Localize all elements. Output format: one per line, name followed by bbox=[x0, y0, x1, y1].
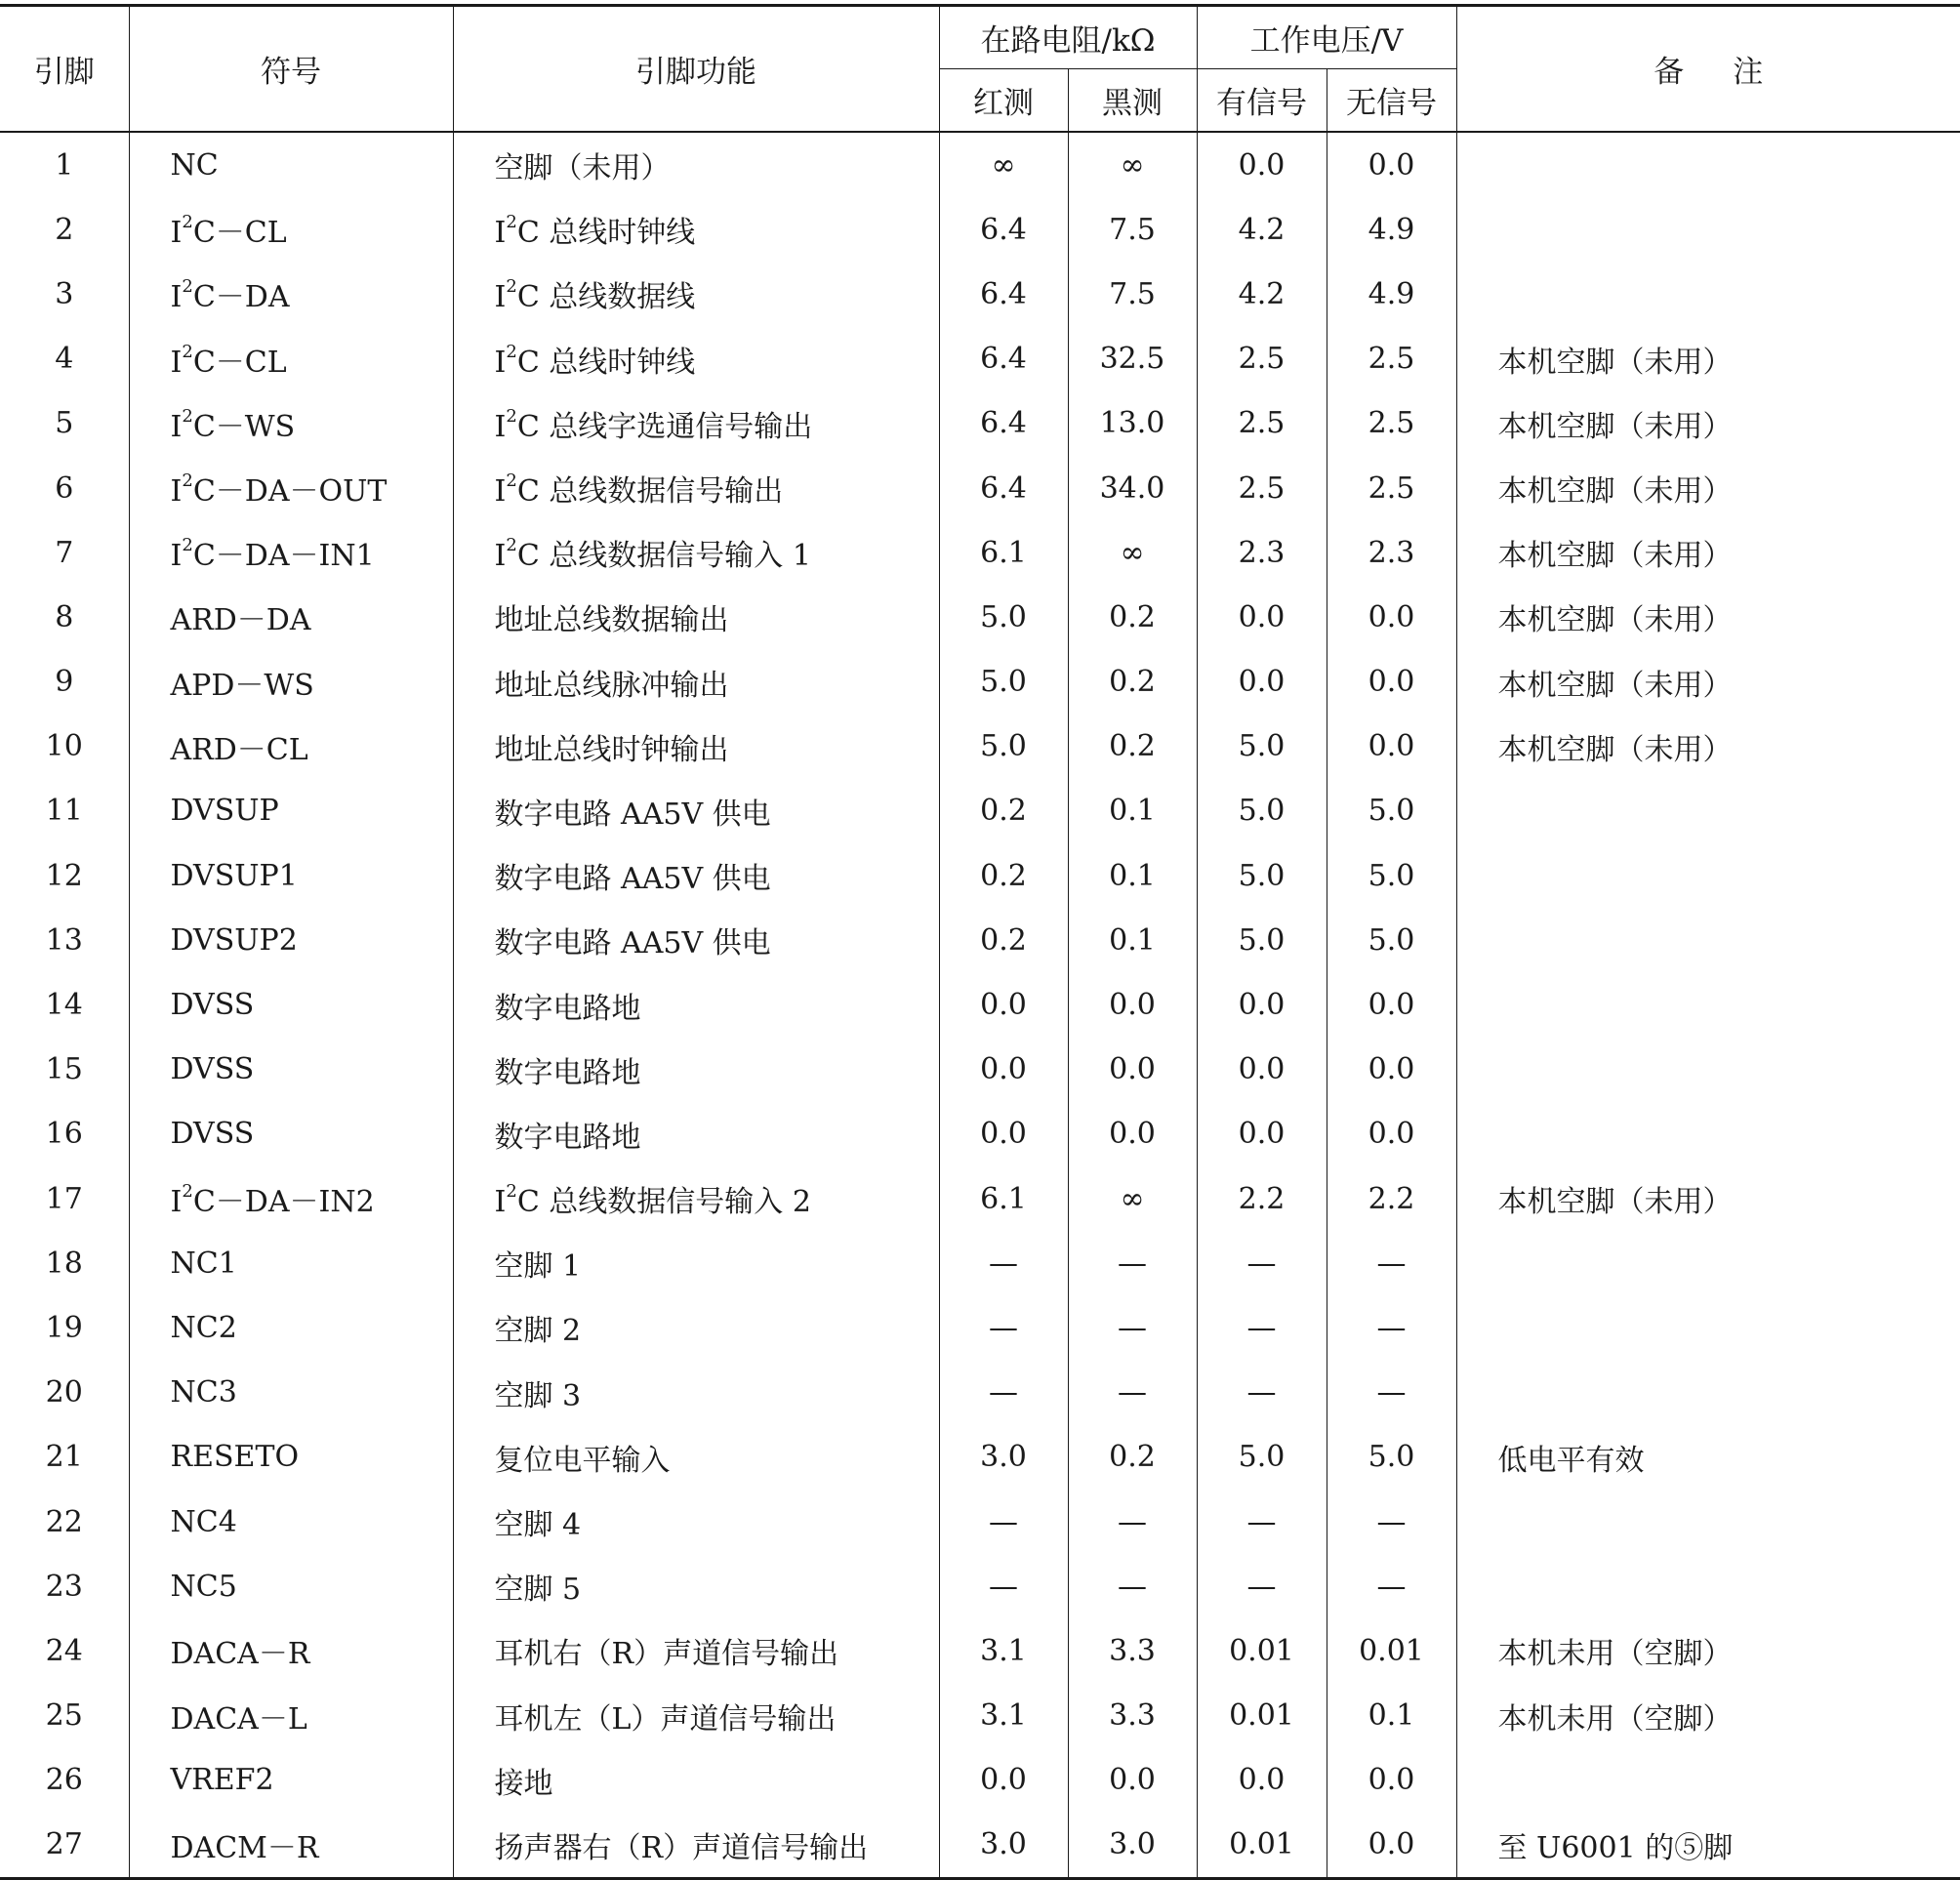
cell-red-probe: — bbox=[939, 1231, 1068, 1295]
table-row bbox=[0, 1554, 1960, 1618]
cell-red-probe: 6.1 bbox=[939, 520, 1068, 585]
cell-note: 本机空脚（未用） bbox=[1497, 668, 1733, 703]
cell-red-probe: 6.4 bbox=[939, 197, 1068, 262]
header-no-signal: 无信号 bbox=[1327, 69, 1456, 133]
table-row bbox=[0, 520, 1960, 585]
cell-symbol: DVSUP bbox=[129, 779, 453, 843]
header-function: 引脚功能 bbox=[453, 6, 939, 133]
cell-red-probe: 5.0 bbox=[939, 715, 1068, 779]
header-with-signal: 有信号 bbox=[1197, 69, 1327, 133]
i2c-prefix: $I^2$ bbox=[170, 212, 193, 251]
cell-black-probe: 0.0 bbox=[1068, 1102, 1197, 1166]
cell-red-probe: — bbox=[939, 1490, 1068, 1554]
table-row bbox=[0, 1748, 1960, 1813]
cell-symbol: NC4 bbox=[129, 1490, 453, 1554]
cell-black-probe: 13.0 bbox=[1068, 391, 1197, 456]
cell-red-probe: 0.0 bbox=[939, 1748, 1068, 1813]
cell-black-probe: 0.1 bbox=[1068, 843, 1197, 908]
cell-no-signal: — bbox=[1327, 1554, 1456, 1618]
i2c-prefix: $I^2$ bbox=[170, 470, 193, 510]
cell-no-signal: 5.0 bbox=[1327, 779, 1456, 843]
cell-no-signal: 2.5 bbox=[1327, 327, 1456, 391]
cell-pin: 27 bbox=[0, 1813, 129, 1879]
cell-with-signal: 2.5 bbox=[1197, 327, 1327, 391]
cell-black-probe: 0.2 bbox=[1068, 715, 1197, 779]
cell-with-signal: 0.0 bbox=[1197, 1102, 1327, 1166]
cell-black-probe: 0.0 bbox=[1068, 972, 1197, 1037]
cell-note: 本机空脚（未用） bbox=[1497, 1185, 1733, 1220]
cell-pin: 24 bbox=[0, 1618, 129, 1683]
cell-no-signal: — bbox=[1327, 1295, 1456, 1360]
cell-function: 扬声器右（R）声道信号输出 bbox=[453, 1813, 939, 1879]
cell-pin: 7 bbox=[0, 520, 129, 585]
table-row bbox=[0, 1490, 1960, 1554]
cell-black-probe: — bbox=[1068, 1554, 1197, 1618]
table-body bbox=[0, 132, 1960, 1879]
cell-function: 数字电路地 bbox=[453, 1038, 939, 1102]
cell-with-signal: 4.2 bbox=[1197, 262, 1327, 326]
cell-note bbox=[1456, 1748, 1960, 1813]
cell-red-probe: 6.4 bbox=[939, 391, 1068, 456]
cell-black-probe: ∞ bbox=[1068, 132, 1197, 197]
cell-symbol: $I^2C-DA-IN2$ bbox=[129, 1166, 453, 1231]
cell-black-probe: — bbox=[1068, 1295, 1197, 1360]
cell-no-signal: 5.0 bbox=[1327, 908, 1456, 972]
cell-red-probe: 6.4 bbox=[939, 327, 1068, 391]
cell-note: 本机空脚（未用） bbox=[1497, 603, 1733, 638]
cell-with-signal: 2.5 bbox=[1197, 456, 1327, 520]
cell-pin: 10 bbox=[0, 715, 129, 779]
cell-red-probe: ∞ bbox=[939, 132, 1068, 197]
cell-note: 低电平有效 bbox=[1497, 1443, 1645, 1478]
cell-function: 地址总线脉冲输出 bbox=[453, 650, 939, 715]
table-row bbox=[0, 1618, 1960, 1683]
cell-no-signal: 2.5 bbox=[1327, 391, 1456, 456]
cell-red-probe: 5.0 bbox=[939, 650, 1068, 715]
table-row bbox=[0, 1425, 1960, 1490]
cell-no-signal: — bbox=[1327, 1490, 1456, 1554]
table-row bbox=[0, 779, 1960, 843]
cell-red-probe: 6.4 bbox=[939, 262, 1068, 326]
cell-symbol: DVSUP2 bbox=[129, 908, 453, 972]
cell-pin: 14 bbox=[0, 972, 129, 1037]
cell-pin: 18 bbox=[0, 1231, 129, 1295]
cell-function: $I^2C$ 总线时钟线 bbox=[453, 197, 939, 262]
cell-pin: 9 bbox=[0, 650, 129, 715]
cell-with-signal: 0.01 bbox=[1197, 1813, 1327, 1879]
cell-no-signal: — bbox=[1327, 1231, 1456, 1295]
header-voltage: 工作电压/V bbox=[1197, 6, 1456, 69]
cell-function: 空脚 5 bbox=[453, 1554, 939, 1618]
cell-no-signal: 0.0 bbox=[1327, 132, 1456, 197]
cell-no-signal: 4.9 bbox=[1327, 262, 1456, 326]
cell-note bbox=[1456, 1490, 1960, 1554]
table-row bbox=[0, 1166, 1960, 1231]
cell-red-probe: 3.0 bbox=[939, 1425, 1068, 1490]
cell-with-signal: 2.5 bbox=[1197, 391, 1327, 456]
i2c-prefix: $I^2$ bbox=[170, 405, 193, 444]
cell-note: 本机空脚（未用） bbox=[1497, 474, 1733, 510]
cell-function: $I^2C$ 总线数据信号输入 1 bbox=[453, 520, 939, 585]
cell-symbol: $I^2C-DA-IN1$ bbox=[129, 520, 453, 585]
cell-symbol: $I^2C-CL$ bbox=[129, 327, 453, 391]
cell-symbol: DVSS bbox=[129, 972, 453, 1037]
table-row bbox=[0, 1102, 1960, 1166]
cell-pin: 19 bbox=[0, 1295, 129, 1360]
cell-with-signal: 5.0 bbox=[1197, 843, 1327, 908]
cell-with-signal: 0.0 bbox=[1197, 132, 1327, 197]
cell-symbol: ARD－CL bbox=[129, 715, 453, 779]
cell-function: 空脚 1 bbox=[453, 1231, 939, 1295]
table-row bbox=[0, 327, 1960, 391]
table-row bbox=[0, 391, 1960, 456]
cell-function: $I^2C$ 总线字选通信号输出 bbox=[453, 391, 939, 456]
cell-black-probe: 0.0 bbox=[1068, 1748, 1197, 1813]
cell-function: 耳机右（R）声道信号输出 bbox=[453, 1618, 939, 1683]
cell-pin: 4 bbox=[0, 327, 129, 391]
cell-symbol: DACA－R bbox=[129, 1618, 453, 1683]
header-symbol: 符号 bbox=[129, 6, 453, 133]
cell-function: 数字电路 AA5V 供电 bbox=[453, 779, 939, 843]
i2c-prefix: $I^2$ bbox=[170, 535, 193, 574]
cell-black-probe: 3.3 bbox=[1068, 1684, 1197, 1748]
cell-function: 空脚 4 bbox=[453, 1490, 939, 1554]
cell-red-probe: 3.1 bbox=[939, 1618, 1068, 1683]
i2c-prefix: $I^2$ bbox=[494, 405, 517, 444]
cell-symbol: NC3 bbox=[129, 1361, 453, 1425]
cell-black-probe: 0.2 bbox=[1068, 1425, 1197, 1490]
cell-black-probe: — bbox=[1068, 1231, 1197, 1295]
cell-no-signal: 5.0 bbox=[1327, 1425, 1456, 1490]
cell-black-probe: 0.2 bbox=[1068, 585, 1197, 649]
i2c-prefix: $I^2$ bbox=[170, 276, 193, 315]
cell-red-probe: 6.1 bbox=[939, 1166, 1068, 1231]
i2c-prefix: $I^2$ bbox=[494, 1181, 517, 1220]
cell-with-signal: 4.2 bbox=[1197, 197, 1327, 262]
cell-no-signal: 0.0 bbox=[1327, 650, 1456, 715]
table-row bbox=[0, 1813, 1960, 1879]
i2c-prefix: $I^2$ bbox=[170, 341, 193, 380]
cell-red-probe: 0.2 bbox=[939, 779, 1068, 843]
cell-function: 数字电路地 bbox=[453, 972, 939, 1037]
cell-note bbox=[1456, 1554, 1960, 1618]
cell-symbol: NC2 bbox=[129, 1295, 453, 1360]
cell-pin: 13 bbox=[0, 908, 129, 972]
cell-function: 复位电平输入 bbox=[453, 1425, 939, 1490]
cell-no-signal: 0.1 bbox=[1327, 1684, 1456, 1748]
cell-note: 本机空脚（未用） bbox=[1497, 539, 1733, 574]
cell-function: $I^2C$ 总线数据信号输出 bbox=[453, 456, 939, 520]
cell-symbol: DVSS bbox=[129, 1038, 453, 1102]
cell-function: $I^2C$ 总线时钟线 bbox=[453, 327, 939, 391]
table-row bbox=[0, 650, 1960, 715]
cell-pin: 6 bbox=[0, 456, 129, 520]
cell-with-signal: — bbox=[1197, 1490, 1327, 1554]
cell-with-signal: 0.0 bbox=[1197, 650, 1327, 715]
cell-red-probe: 3.1 bbox=[939, 1684, 1068, 1748]
cell-pin: 11 bbox=[0, 779, 129, 843]
table-row bbox=[0, 585, 1960, 649]
cell-symbol: DACM－R bbox=[129, 1813, 453, 1879]
cell-with-signal: 5.0 bbox=[1197, 715, 1327, 779]
cell-red-probe: 0.2 bbox=[939, 843, 1068, 908]
cell-black-probe: — bbox=[1068, 1361, 1197, 1425]
header-resistance: 在路电阻/kΩ bbox=[939, 6, 1197, 69]
cell-function: 数字电路 AA5V 供电 bbox=[453, 908, 939, 972]
cell-pin: 2 bbox=[0, 197, 129, 262]
cell-note bbox=[1456, 1361, 1960, 1425]
cell-symbol: NC5 bbox=[129, 1554, 453, 1618]
cell-pin: 16 bbox=[0, 1102, 129, 1166]
i2c-prefix: $I^2$ bbox=[494, 212, 517, 251]
cell-function: $I^2C$ 总线数据线 bbox=[453, 262, 939, 326]
cell-black-probe: 7.5 bbox=[1068, 197, 1197, 262]
cell-black-probe: — bbox=[1068, 1490, 1197, 1554]
cell-pin: 15 bbox=[0, 1038, 129, 1102]
i2c-prefix: $I^2$ bbox=[494, 276, 517, 315]
cell-pin: 22 bbox=[0, 1490, 129, 1554]
cell-function: 数字电路地 bbox=[453, 1102, 939, 1166]
cell-with-signal: 5.0 bbox=[1197, 779, 1327, 843]
table-row bbox=[0, 715, 1960, 779]
cell-red-probe: 0.0 bbox=[939, 1038, 1068, 1102]
cell-function: 地址总线时钟输出 bbox=[453, 715, 939, 779]
cell-function: 耳机左（L）声道信号输出 bbox=[453, 1684, 939, 1748]
cell-no-signal: 2.5 bbox=[1327, 456, 1456, 520]
cell-pin: 21 bbox=[0, 1425, 129, 1490]
cell-note: 本机空脚（未用） bbox=[1497, 732, 1733, 767]
cell-black-probe: 3.0 bbox=[1068, 1813, 1197, 1879]
cell-note bbox=[1456, 843, 1960, 908]
cell-with-signal: 2.2 bbox=[1197, 1166, 1327, 1231]
cell-note bbox=[1456, 779, 1960, 843]
table-row bbox=[0, 1231, 1960, 1295]
cell-note bbox=[1456, 262, 1960, 326]
cell-with-signal: 0.0 bbox=[1197, 585, 1327, 649]
cell-red-probe: — bbox=[939, 1361, 1068, 1425]
cell-function: $I^2C$ 总线数据信号输入 2 bbox=[453, 1166, 939, 1231]
cell-note: 本机未用（空脚） bbox=[1497, 1701, 1733, 1737]
cell-note bbox=[1456, 1102, 1960, 1166]
table-row bbox=[0, 456, 1960, 520]
cell-with-signal: 5.0 bbox=[1197, 1425, 1327, 1490]
cell-note bbox=[1456, 197, 1960, 262]
cell-note bbox=[1456, 1231, 1960, 1295]
cell-pin: 17 bbox=[0, 1166, 129, 1231]
table-row bbox=[0, 132, 1960, 197]
cell-symbol: APD－WS bbox=[129, 650, 453, 715]
cell-symbol: RESETO bbox=[129, 1425, 453, 1490]
cell-black-probe: 32.5 bbox=[1068, 327, 1197, 391]
cell-with-signal: 0.01 bbox=[1197, 1618, 1327, 1683]
cell-with-signal: — bbox=[1197, 1361, 1327, 1425]
cell-symbol: $I^2C-DA-OUT$ bbox=[129, 456, 453, 520]
table-row bbox=[0, 843, 1960, 908]
cell-no-signal: 0.0 bbox=[1327, 585, 1456, 649]
cell-pin: 1 bbox=[0, 132, 129, 197]
cell-note bbox=[1456, 1295, 1960, 1360]
cell-with-signal: 0.0 bbox=[1197, 1038, 1327, 1102]
cell-no-signal: 0.0 bbox=[1327, 1038, 1456, 1102]
i2c-prefix: $I^2$ bbox=[494, 470, 517, 510]
cell-symbol: ARD－DA bbox=[129, 585, 453, 649]
header-note: 备注 bbox=[1456, 6, 1960, 133]
cell-note bbox=[1456, 972, 1960, 1037]
cell-no-signal: 4.9 bbox=[1327, 197, 1456, 262]
cell-symbol: $I^2C-CL$ bbox=[129, 197, 453, 262]
header-red-probe: 红测 bbox=[939, 69, 1068, 133]
cell-with-signal: 0.0 bbox=[1197, 1748, 1327, 1813]
table-row bbox=[0, 908, 1960, 972]
cell-no-signal: 2.2 bbox=[1327, 1166, 1456, 1231]
table-row bbox=[0, 1038, 1960, 1102]
table-row bbox=[0, 262, 1960, 326]
header-black-probe: 黑测 bbox=[1068, 69, 1197, 133]
table-row bbox=[0, 197, 1960, 262]
table-row bbox=[0, 1361, 1960, 1425]
cell-with-signal: 0.01 bbox=[1197, 1684, 1327, 1748]
cell-no-signal: 0.0 bbox=[1327, 715, 1456, 779]
cell-symbol: $I^2C-DA$ bbox=[129, 262, 453, 326]
cell-symbol: NC bbox=[129, 132, 453, 197]
cell-symbol: DACA－L bbox=[129, 1684, 453, 1748]
cell-no-signal: 0.0 bbox=[1327, 1813, 1456, 1879]
i2c-prefix: $I^2$ bbox=[170, 1181, 193, 1220]
cell-note: 本机空脚（未用） bbox=[1497, 409, 1733, 444]
cell-with-signal: 2.3 bbox=[1197, 520, 1327, 585]
table-header bbox=[0, 6, 1960, 133]
cell-red-probe: 3.0 bbox=[939, 1813, 1068, 1879]
cell-pin: 20 bbox=[0, 1361, 129, 1425]
cell-note: 本机空脚（未用） bbox=[1497, 345, 1733, 380]
cell-no-signal: — bbox=[1327, 1361, 1456, 1425]
cell-pin: 26 bbox=[0, 1748, 129, 1813]
pin-function-table bbox=[0, 4, 1960, 1880]
cell-no-signal: 0.01 bbox=[1327, 1618, 1456, 1683]
cell-with-signal: — bbox=[1197, 1554, 1327, 1618]
cell-symbol: VREF2 bbox=[129, 1748, 453, 1813]
cell-no-signal: 2.3 bbox=[1327, 520, 1456, 585]
cell-symbol: DVSS bbox=[129, 1102, 453, 1166]
cell-function: 空脚 3 bbox=[453, 1361, 939, 1425]
table-row bbox=[0, 972, 1960, 1037]
cell-function: 地址总线数据输出 bbox=[453, 585, 939, 649]
i2c-prefix: $I^2$ bbox=[494, 535, 517, 574]
cell-red-probe: 0.0 bbox=[939, 1102, 1068, 1166]
i2c-prefix: $I^2$ bbox=[494, 341, 517, 380]
cell-note bbox=[1456, 132, 1960, 197]
cell-black-probe: ∞ bbox=[1068, 1166, 1197, 1231]
cell-symbol: DVSUP1 bbox=[129, 843, 453, 908]
cell-red-probe: 0.0 bbox=[939, 972, 1068, 1037]
cell-black-probe: 0.1 bbox=[1068, 779, 1197, 843]
cell-black-probe: 3.3 bbox=[1068, 1618, 1197, 1683]
cell-red-probe: 6.4 bbox=[939, 456, 1068, 520]
cell-red-probe: — bbox=[939, 1295, 1068, 1360]
cell-symbol: NC1 bbox=[129, 1231, 453, 1295]
cell-note bbox=[1456, 1038, 1960, 1102]
cell-function: 空脚 2 bbox=[453, 1295, 939, 1360]
cell-black-probe: 7.5 bbox=[1068, 262, 1197, 326]
cell-pin: 3 bbox=[0, 262, 129, 326]
table-row bbox=[0, 1684, 1960, 1748]
cell-black-probe: 34.0 bbox=[1068, 456, 1197, 520]
cell-pin: 25 bbox=[0, 1684, 129, 1748]
cell-symbol: $I^2C-WS$ bbox=[129, 391, 453, 456]
cell-function: 接地 bbox=[453, 1748, 939, 1813]
cell-pin: 12 bbox=[0, 843, 129, 908]
cell-no-signal: 0.0 bbox=[1327, 972, 1456, 1037]
cell-black-probe: ∞ bbox=[1068, 520, 1197, 585]
cell-note: 本机未用（空脚） bbox=[1497, 1637, 1733, 1672]
cell-no-signal: 0.0 bbox=[1327, 1748, 1456, 1813]
cell-pin: 5 bbox=[0, 391, 129, 456]
cell-red-probe: 0.2 bbox=[939, 908, 1068, 972]
cell-with-signal: 5.0 bbox=[1197, 908, 1327, 972]
cell-with-signal: 0.0 bbox=[1197, 972, 1327, 1037]
table-row bbox=[0, 1295, 1960, 1360]
cell-function: 数字电路 AA5V 供电 bbox=[453, 843, 939, 908]
cell-no-signal: 0.0 bbox=[1327, 1102, 1456, 1166]
cell-red-probe: 5.0 bbox=[939, 585, 1068, 649]
cell-black-probe: 0.0 bbox=[1068, 1038, 1197, 1102]
cell-function: 空脚（未用） bbox=[453, 132, 939, 197]
cell-black-probe: 0.2 bbox=[1068, 650, 1197, 715]
cell-pin: 8 bbox=[0, 585, 129, 649]
cell-note bbox=[1456, 908, 1960, 972]
cell-with-signal: — bbox=[1197, 1295, 1327, 1360]
header-pin: 引脚 bbox=[0, 6, 129, 133]
cell-black-probe: 0.1 bbox=[1068, 908, 1197, 972]
cell-with-signal: — bbox=[1197, 1231, 1327, 1295]
cell-red-probe: — bbox=[939, 1554, 1068, 1618]
cell-pin: 23 bbox=[0, 1554, 129, 1618]
cell-no-signal: 5.0 bbox=[1327, 843, 1456, 908]
cell-note: 至 U6001 的⑤脚 bbox=[1456, 1813, 1960, 1879]
